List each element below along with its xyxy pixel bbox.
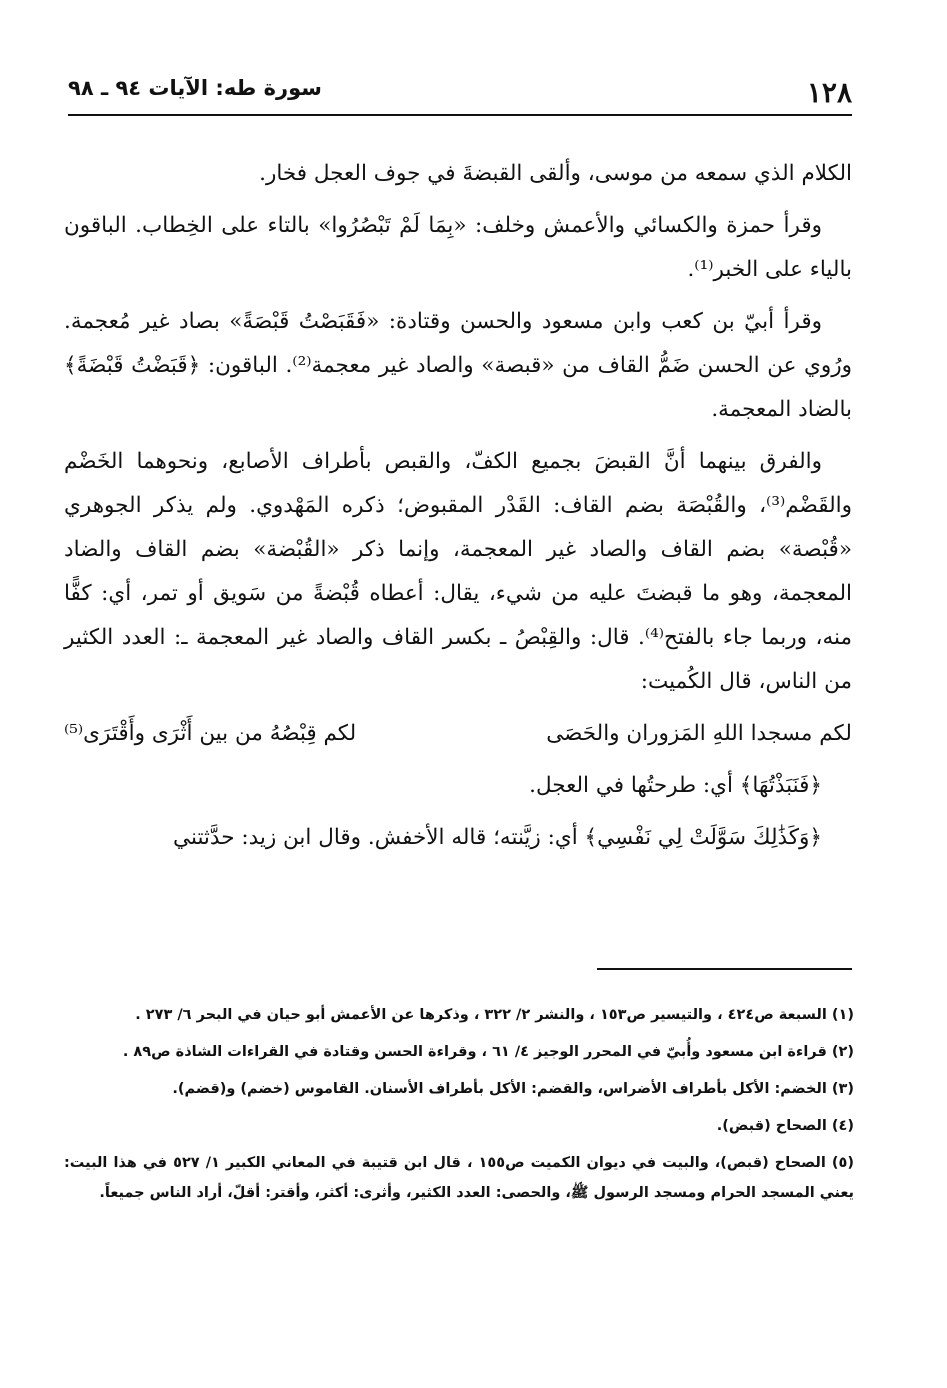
paragraph-6: ﴿وَكَذَٰلِكَ سَوَّلَتْ لِي نَفْسِي﴾ أي: زيَّنته؛ قاله الأخفش. وقال ابن زيد: حدَّثتني xyxy=(173,825,822,850)
paragraph-3: وقرأ أبيّ بن كعب وابن مسعود والحسن وقتادة: «فَقَبَصْتُ قَبْصَةً» بصاد غير مُعجمة. ورُوي عن الحسن ضَمُّ القاف من «قبصة» والصاد غير معجمة⁽²⁾. الباقون: ﴿قَبَضْتُ قَبْضَةً﴾ بالضاد المعجمة. xyxy=(64,309,852,422)
poetry-verse xyxy=(64,712,852,756)
footnotes xyxy=(64,1000,854,1215)
paragraph-5: ﴿فَنَبَذْتُهَا﴾ أي: طرحتُها في العجل. xyxy=(529,773,822,798)
page-number: ١٢٨ xyxy=(806,76,852,109)
footnote-separator xyxy=(597,968,852,970)
verse-second-hemistich: لكم قِبْصُهُ من بين أَثْرَى وأَقْتَرَى⁽⁵⁾ xyxy=(64,721,357,746)
paragraph-1: الكلام الذي سمعه من موسى، وألقى القبضةَ في جوف العجل فخار. xyxy=(259,161,852,186)
header-rule xyxy=(68,114,852,116)
footnote-4: (٤) الصحاح (قبض). xyxy=(716,1118,854,1134)
running-title: سورة طه: الآيات ٩٤ ـ ٩٨ xyxy=(68,76,322,100)
page-header xyxy=(68,62,852,116)
footnote-3: (٣) الخضم: الأكل بأطراف الأضراس، والقضم: الأكل بأطراف الأسنان. القاموس (خضم) و(قضم). xyxy=(172,1081,854,1097)
footnote-1: (١) السبعة ص٤٢٤ ، والتيسير ص١٥٣ ، والنشر ٢/ ٣٢٢ ، وذكرها عن الأعمش أبو حيان في البحر ٦/ ٢٧٣ . xyxy=(135,1007,854,1023)
main-text xyxy=(64,152,852,868)
footnote-2: (٢) قراءة ابن مسعود وأُبيّ في المحرر الوجيز ٤/ ٦١ ، وقراءة الحسن وقتادة في القراءات الشاذة ص٨٩ . xyxy=(122,1044,854,1060)
paragraph-4: والفرق بينهما أنَّ القبضَ بجميع الكفّ، والقبص بأطراف الأصابع، ونحوهما الخَضْم والقَضْم⁽³⁾، والقُبْصَة بضم القاف: القَدْر المقبوض؛ ذكره المَهْدوي. ولم يذكر الجوهري «قُبْصة» بضم القاف والصاد غير المعجمة، وإنما ذكر «القُبْضة» بضم القاف والضاد المعجمة، وهو ما قبضتَ عليه من شيء، يقال: أعطاه قُبْضةً من سَويق أو تمر، أي: كفًّا منه، وربما جاء بالفتح⁽⁴⁾. قال: والقِبْصُ ـ بكسر القاف والصاد غير المعجمة ـ: العدد الكثير من الناس، قال الكُميت: xyxy=(64,449,852,694)
footnote-5: (٥) الصحاح (قبص)، والبيت في ديوان الكميت ص١٥٥ ، قال ابن قتيبة في المعاني الكبير ١/ ٥٢٧ في هذا البيت: يعني المسجد الحرام ومسجد الرسول ﷺ، والحصى: العدد الكثير، وأثرى: أكثر، وأقتر: أقلّ، أراد الناس جميعاً. xyxy=(64,1155,854,1201)
verse-first-hemistich: لكم مسجدا اللهِ المَزوران والحَصَى xyxy=(546,721,852,746)
paragraph-2: وقرأ حمزة والكسائي والأعمش وخلف: «بِمَا لَمْ تَبْصُرُوا» بالتاء على الخِطاب. الباقون بالياء على الخبر⁽¹⁾. xyxy=(64,213,852,282)
